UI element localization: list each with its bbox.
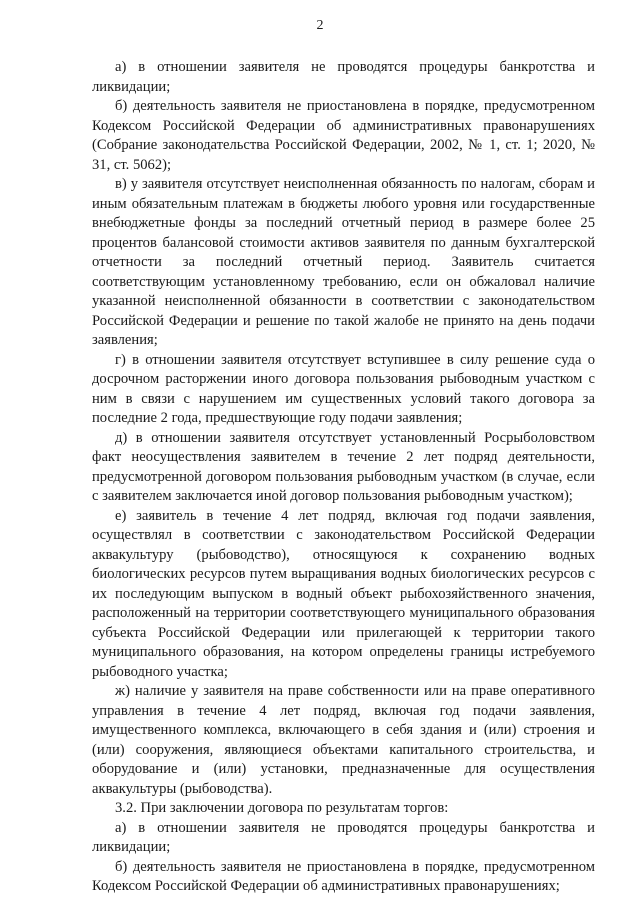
paragraph-a-no-bankruptcy-auction: а) в отношении заявителя не проводятся процедуры банкротства и ликвидации; xyxy=(92,819,595,855)
paragraph-d-no-inactivity: д) в отношении заявителя отсутствует установленный Росрыболовством факт неосуществления заявителем в течение 2 лет подряд деятельности, предусмотренной договором пользования рыбоводным участком (в случае, если с заявителем заключается иной договор пользования рыбоводным участком); xyxy=(92,429,595,504)
paragraph-zh-property-complex: ж) наличие у заявителя на праве собственности или на праве оперативного управления в течение 4 лет подряд, включая год подачи заявления, имущественного комплекса, включающего в себя здания и (или) строения и (или) сооружения, являющиеся объектами капитального строительства, и оборудование и (или) установки, предназначенные для осуществления аквакультуры (рыбоводства). xyxy=(92,683,595,797)
paragraph-g-no-court-decision: г) в отношении заявителя отсутствует вступившее в силу решение суда о досрочном расторжении иного договора пользования рыбоводным участком с ним в связи с нарушением им существенных условий такого договора за последние 2 года, предшествующие году подачи заявления; xyxy=(92,351,595,426)
paragraph-b-activity-not-suspended-auction: б) деятельность заявителя не приостановлена в порядке, предусмотренном Кодексом Российской Федерации об административных правонарушениях; xyxy=(92,858,595,894)
paragraph-e-aquaculture-history: е) заявитель в течение 4 лет подряд, включая год подачи заявления, осуществлял в соответствии с законодательством Российской Федерации аквакультуру (рыбоводство), относящуюся к сохранению водных биологических ресурсов путем выращивания водных биологических ресурсов с их последующим выпуском в водный объект рыбохозяйственного значения, расположенный на территории соответствующего муниципального образования субъекта Российской Федерации или прилегающей к территории такого муниципального образования, на котором определены границы истребуемого рыбоводного участка; xyxy=(92,507,595,680)
paragraph-b-activity-not-suspended: б) деятельность заявителя не приостановлена в порядке, предусмотренном Кодексом Российской Федерации об административных правонарушениях (Собрание законодательства Российской Федерации, 2002, № 1, ст. 1; 2020, № 31, ст. 5062); xyxy=(92,98,595,173)
paragraph-v-no-tax-debt: в) у заявителя отсутствует неисполненная обязанность по налогам, сборам и иным обязательным платежам в бюджеты любого уровня или государственные внебюджетные фонды за последний отчетный период в размере более 25 процентов балансовой стоимости активов заявителя по данным бухгалтерской отчетности за последний отчетный период. Заявитель считается соответствующим установленному требованию, если он обжаловал наличие указанной неисполненной обязанности в соответствии с законодательством Российской Федерации и решение по такой жалобе не принято на день подачи заявления; xyxy=(92,176,595,348)
paragraph-a-no-bankruptcy: а) в отношении заявителя не проводятся процедуры банкротства и ликвидации; xyxy=(92,59,595,95)
page-number: 2 xyxy=(316,18,324,33)
section-3-2-heading: 3.2. При заключении договора по результатам торгов: xyxy=(115,800,449,816)
document-body xyxy=(92,58,595,897)
